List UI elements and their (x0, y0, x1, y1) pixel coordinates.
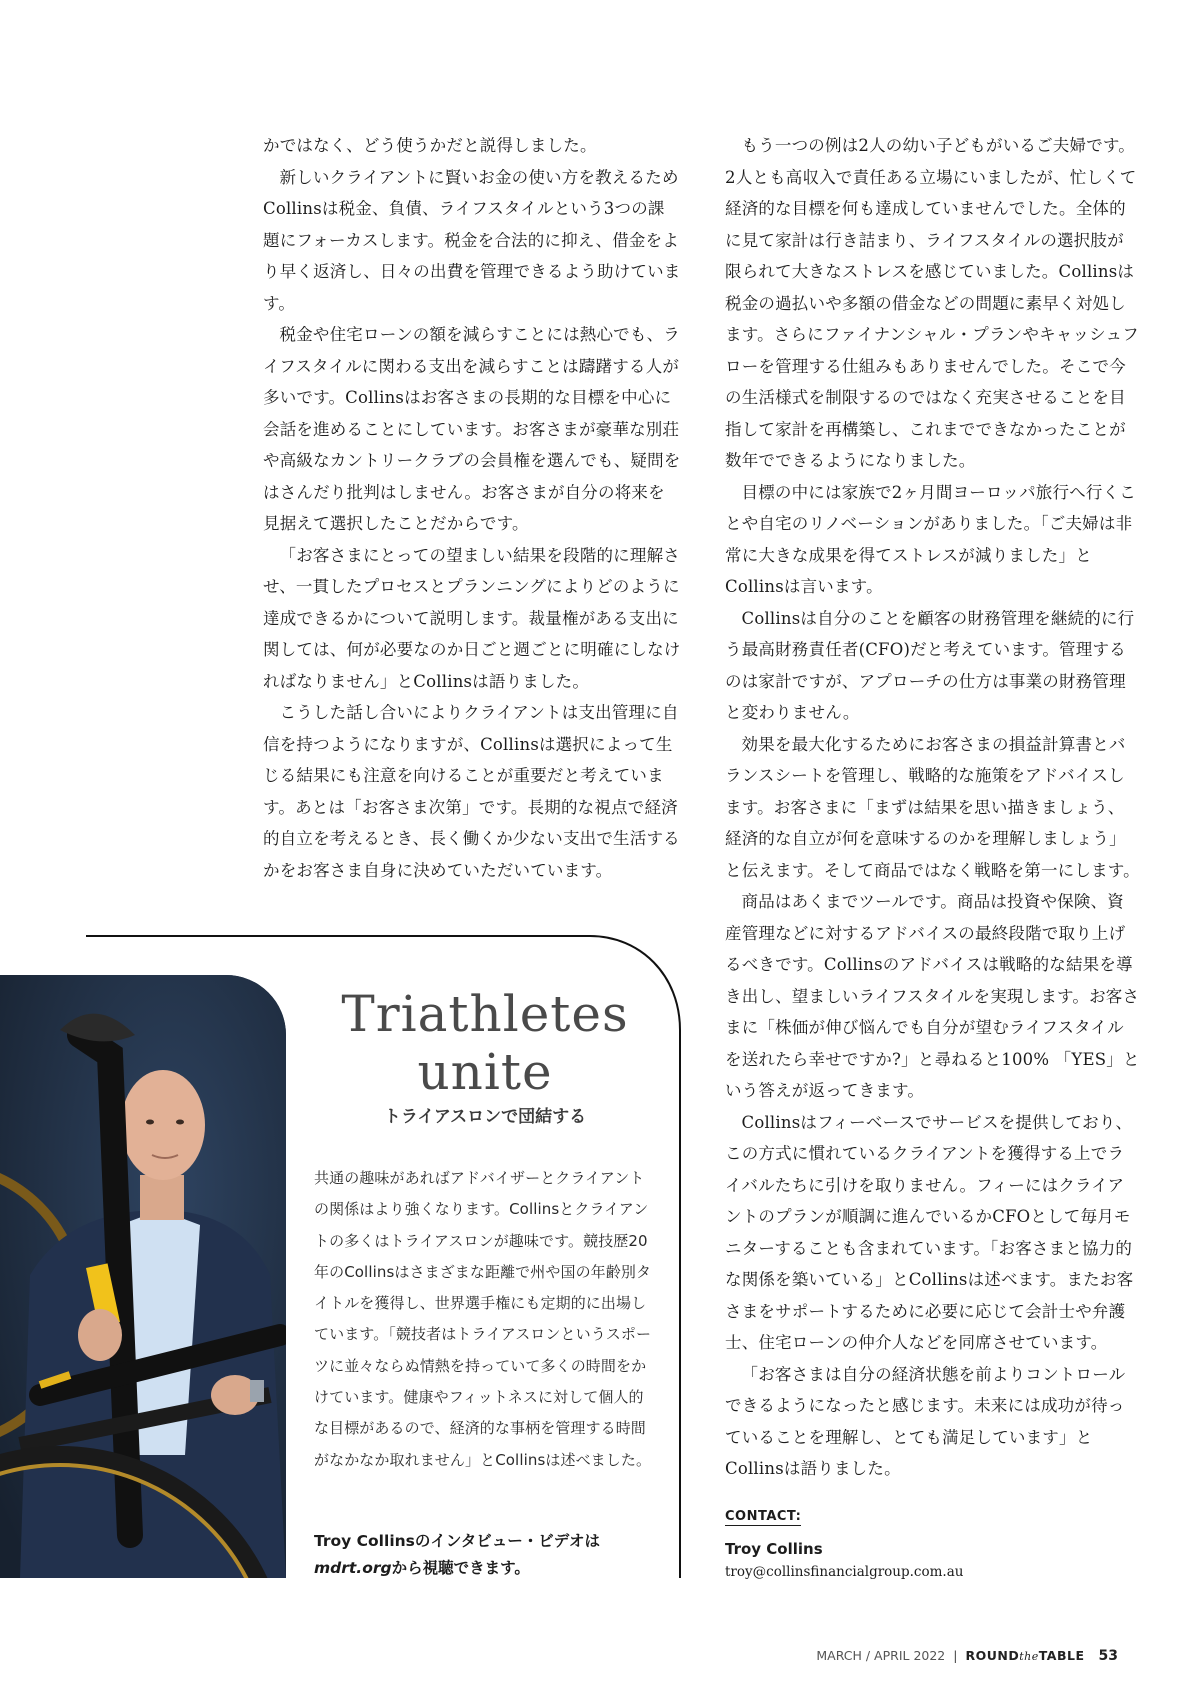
issue-date: MARCH / APRIL 2022 (816, 1648, 946, 1663)
paragraph: 「お客さまは自分の経済状態を前よりコントロールできるようになったと感じます。未来には成功が待っていることを理解し、とても満足しています」とCollinsは語りました。 (725, 1364, 1126, 1478)
paragraph: こうした話し合いによりクライアントは支出管理に自信を持つようになりますが、Collinsは選択によって生じる結果にも注意を向けることが重要だと考えています。あとは「お客さま次第」です。長期的な視点で経済的自立を考えるとき、長く働くか少ない支出で生活するかをお客さま自身に決めていただいています。 (263, 703, 680, 880)
paragraph: Collinsは自分のことを顧客の財務管理を継続的に行う最高財務責任者(CFO)だと考えています。管理するのは家計ですが、アプローチの仕方は事業の財務管理と変わりません。 (725, 608, 1135, 722)
paragraph: 商品はあくまでツールです。商品は投資や保険、資産管理などに対するアドバイスの最終段階で取り上げるべきです。Collinsのアドバイスは戦略的な結果を導き出し、望ましいライフスタイルを実現します。お客さまに「株価が伸び悩んでも自分が望むライフスタイルを送れたら幸せですか?」と尋ねると100% 「YES」という答えが返ってきます。 (725, 892, 1140, 1100)
article-right-column (725, 130, 1140, 1485)
contact-label: CONTACT: (725, 1509, 802, 1524)
callout-line2 (314, 1555, 654, 1582)
sidebar-subtitle: トライアスロンで団結する (383, 1107, 587, 1127)
magazine-brand (965, 1648, 1084, 1663)
sidebar-video-callout (314, 1528, 654, 1582)
page-number: 53 (1098, 1648, 1118, 1664)
page-footer (816, 1648, 1118, 1664)
callout-line2-text: から視聴できます。 (391, 1559, 530, 1577)
paragraph: 税金や住宅ローンの額を減らすことには熱心でも、ライフスタイルに関わる支出を減らすことは躊躇する人が多いです。Collinsはお客さまの長期的な目標を中心に会話を進めることにしています。お客さまが豪華な別荘や高級なカントリークラブの会員権を選んでも、疑問をはさんだり批判はしません。お客さまが自分の将来を見据えて選択したことだからです。 (263, 325, 681, 533)
paragraph: Collinsはフィーベースでサービスを提供しており、この方式に慣れているクライアントを獲得する上でライバルたちに引けを取りません。フィーにはクライアントのプランが順調に進んでいるかCFOとして毎月モニターすることも含まれています。「お客さまと協力的な関係を築いている」とCollinsは述べます。またお客さまをサポートするために必要に応じて会計士や弁護士、住宅ローンの仲介人などを同席させています。 (725, 1112, 1134, 1352)
paragraph: 新しいクライアントに賢いお金の使い方を教えるためCollinsは税金、負債、ライフスタイルという3つの課題にフォーカスします。税金を合法的に抑え、借金をより早く返済し、日々の出費を管理できるよう助けています。 (263, 167, 681, 313)
paragraph: かではなく、どう使うかだと説得しました。 (263, 136, 597, 155)
footer-separator: | (953, 1648, 958, 1663)
brand-table: TABLE (1038, 1648, 1085, 1663)
contact-block (725, 1505, 1145, 1580)
mdrt-link[interactable]: mdrt.org (314, 1559, 392, 1577)
paragraph: もう一つの例は2人の幼い子どもがいるご夫婦です。2人とも高収入で責任ある立場にいましたが、忙しくて経済的な目標を何も達成していませんでした。全体的に見て家計は行き詰まり、ライフスタイルの選択肢が限られて大きなストレスを感じていました。Collinsは税金の過払いや多額の借金などの問題に素早く対処します。さらにファイナンシャル・プランやキャッシュフローを管理する仕組みもありませんでした。そこで今の生活様式を制限するのではなく充実させることを目指して家計を再構築し、これまでできなかったことが数年でできるようになりました。 (725, 136, 1139, 470)
sidebar-body: 共通の趣味があればアドバイザーとクライアントの関係はより強くなります。Collinsとクライアントの多くはトライアスロンが趣味です。競技歴20年のCollinsはさまざまな距離で州や国の年齢別タイトルを獲得し、世界選手権にも定期的に出場しています。「競技者はトライアスロンというスポーツに並々ならぬ情熱を持っていて多くの時間をかけています。健康やフィットネスに対して個人的な目標があるので、経済的な事柄を管理する時間がなかなか取れません」とCollinsは述べました。 (314, 1169, 652, 1469)
sidebar-title (300, 985, 670, 1101)
paragraph: 「お客さまにとっての望ましい結果を段階的に理解させ、一貫したプロセスとプランニングによりどのように達成できるかについて説明します。裁量権がある支出に関しては、何が必要なのか日ごと週ごとに明確にしなければなりません」とCollinsは語りました。 (263, 545, 681, 691)
callout-line1: Troy Collinsのインタビュー・ビデオは (314, 1532, 600, 1550)
sidebar-title-line1: Triathletes (341, 985, 629, 1043)
article-left-column (263, 130, 681, 886)
contact-name: Troy Collins (725, 1540, 823, 1558)
paragraph: 効果を最大化するためにお客さまの損益計算書とバランスシートを管理し、戦略的な施策をアドバイスします。お客さまに「まずは結果を思い描きましょう、経済的な自立が何を意味するのかを理解しましょう」と伝えます。そして商品ではなく戦略を第一にします。 (725, 734, 1140, 880)
troy-collins-photo (0, 975, 286, 1578)
sidebar-title-line2: unite (417, 1043, 553, 1101)
brand-round: ROUND (965, 1648, 1020, 1663)
contact-email-link[interactable]: troy@collinsfinancialgroup.com.au (725, 1564, 964, 1580)
brand-the: the (1019, 1650, 1039, 1663)
paragraph: 目標の中には家族で2ヶ月間ヨーロッパ旅行へ行くことや自宅のリノベーションがありました。「ご夫婦は非常に大きな成果を得てストレスが減りました」とCollinsは言います。 (725, 482, 1136, 596)
